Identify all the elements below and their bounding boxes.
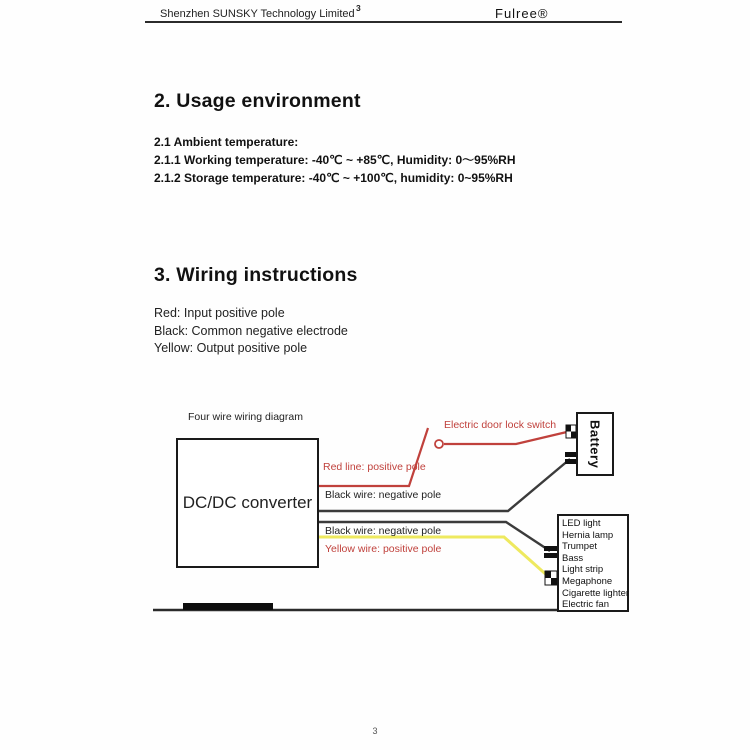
black-wire-top-label: Black wire: negative pole xyxy=(325,489,442,501)
battery-positive-terminal xyxy=(566,425,576,438)
header-page-superscript: 3 xyxy=(356,3,361,13)
wiring-line-red: Red: Input positive pole xyxy=(154,306,285,320)
load-item: Megaphone xyxy=(562,575,613,587)
header-company: Shenzhen SUNSKY Technology Limited xyxy=(160,8,355,20)
black-wire-bottom-label: Black wire: negative pole xyxy=(325,525,442,537)
load-negative-terminal xyxy=(544,546,557,558)
diagram-baseline-bar xyxy=(183,603,273,610)
load-item: Light strip xyxy=(562,564,604,576)
section-usage-title: 2. Usage environment xyxy=(154,90,361,112)
header-brand: Fulree® xyxy=(495,6,549,21)
load-item: Electric fan xyxy=(562,599,609,611)
door-lock-switch-label: Electric door lock switch xyxy=(444,419,557,431)
battery-box xyxy=(576,412,614,476)
usage-line-storage: 2.1.2 Storage temperature: -40℃ ~ +100℃, humidity: 0~95%RH xyxy=(154,171,513,185)
load-item: Cigarette lighter xyxy=(562,587,630,599)
red-wire-label: Red line: positive pole xyxy=(323,461,426,473)
wiring-line-yellow: Yellow: Output positive pole xyxy=(154,341,308,355)
dcdc-converter-box xyxy=(176,438,319,568)
wiring-line-black: Black: Common negative electrode xyxy=(154,323,348,338)
load-item: Trumpet xyxy=(562,541,598,553)
header-rule xyxy=(145,21,622,23)
battery-label: Battery xyxy=(587,419,603,469)
red-wire-segment xyxy=(317,428,428,486)
yellow-wire-label: Yellow wire: positive pole xyxy=(325,543,442,555)
load-positive-terminal xyxy=(545,571,557,585)
red-wire-to-battery xyxy=(444,431,571,444)
load-item: Bass xyxy=(562,552,584,564)
section-wiring-body xyxy=(154,305,348,358)
door-lock-switch-contact xyxy=(435,440,443,448)
section-usage-body xyxy=(154,133,516,187)
usage-line-ambient: 2.1 Ambient temperature: xyxy=(154,135,299,149)
load-item: Hernia lamp xyxy=(562,529,614,541)
load-list-box xyxy=(557,514,629,612)
diagram-caption: Four wire wiring diagram xyxy=(188,411,303,423)
load-item: LED light xyxy=(562,518,601,529)
usage-line-working: 2.1.1 Working temperature: -40℃ ~ +85℃, Humidity: 0～95%RH xyxy=(154,153,516,167)
battery-negative-terminal xyxy=(565,452,576,464)
section-wiring-title: 3. Wiring instructions xyxy=(154,264,358,286)
dcdc-converter-label: DC/DC converter xyxy=(182,493,313,512)
footer-page-number: 3 xyxy=(372,726,378,736)
